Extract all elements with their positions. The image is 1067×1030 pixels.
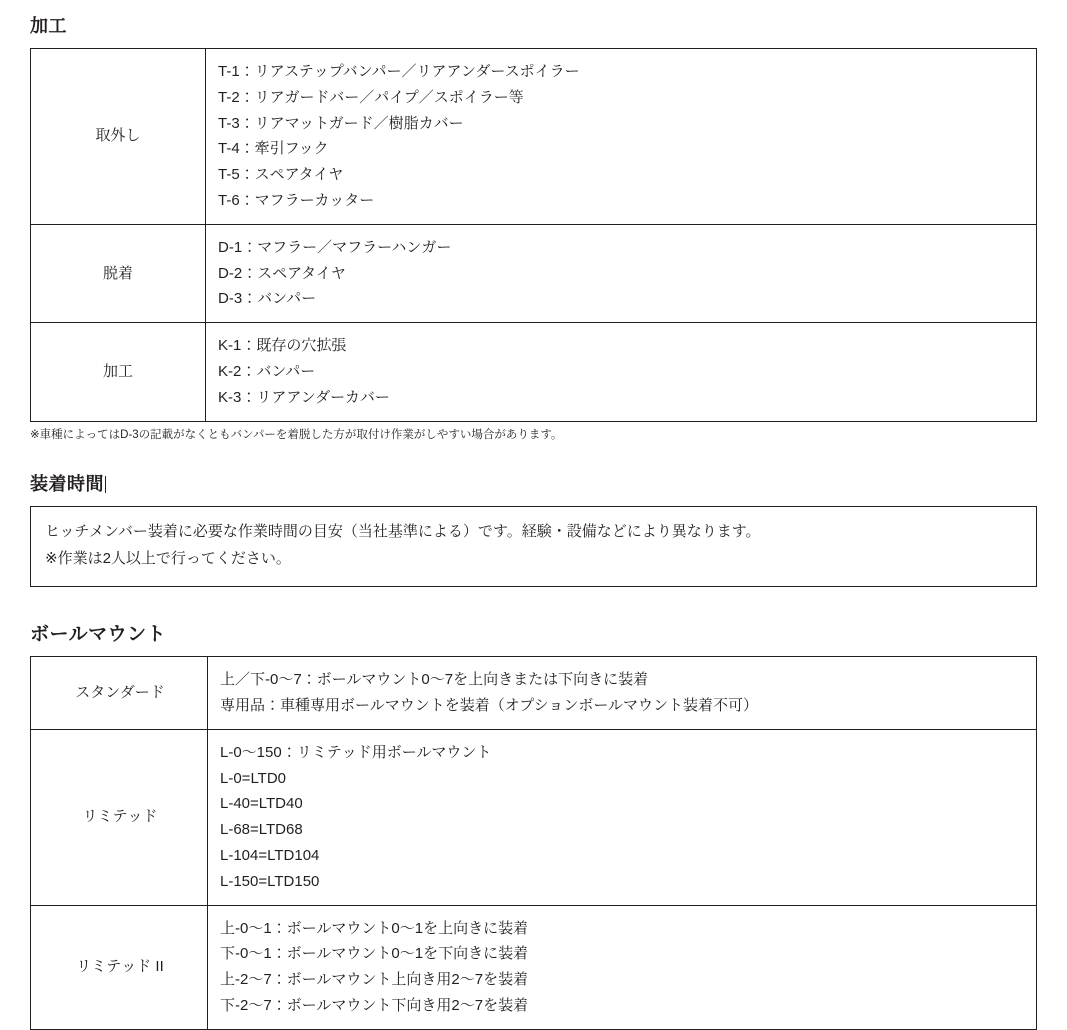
list-item: T-2：リアガードバー／パイプ／スポイラー等	[218, 88, 524, 106]
text-caret	[105, 476, 106, 493]
table-row	[31, 49, 1037, 225]
row-content-removal	[206, 49, 1037, 225]
row-content-limited-two	[208, 905, 1037, 1029]
row-label-detach: 脱着	[31, 224, 206, 322]
row-label-limited-two: リミテッド II	[31, 905, 208, 1029]
list-item: D-1：マフラー／マフラーハンガー	[218, 238, 452, 256]
row-content-standard	[208, 657, 1037, 730]
list-item: D-3：バンパー	[218, 290, 317, 308]
row-content-detach	[206, 224, 1037, 322]
install-time-line: ※作業は2人以上で行ってください。	[45, 549, 291, 567]
row-label-machining: 加工	[31, 323, 206, 421]
table-row	[31, 729, 1037, 905]
list-item: K-2：バンパー	[218, 362, 316, 380]
list-item: K-3：リアアンダーカバー	[218, 388, 390, 406]
list-item: T-5：スペアタイヤ	[218, 166, 344, 184]
list-item: T-6：マフラーカッター	[218, 191, 375, 209]
list-item: L-40=LTD40	[220, 795, 303, 813]
row-label-limited: リミテッド	[31, 729, 208, 905]
list-item: 下-2〜7：ボールマウント下向き用2〜7を装着	[220, 996, 529, 1014]
list-item: L-150=LTD150	[220, 872, 320, 890]
processing-footnote: ※車種によってはD-3の記載がなくともバンパーを着脱した方が取付け作業がしやすい場合があります。	[30, 428, 563, 441]
table-row	[31, 905, 1037, 1029]
section-ball-mount	[30, 619, 1037, 1030]
row-content-limited	[208, 729, 1037, 905]
list-item: L-68=LTD68	[220, 821, 303, 839]
list-item: L-104=LTD104	[220, 846, 320, 864]
install-time-line: ヒッチメンバー装着に必要な作業時間の目安（当社基準による）です。経験・設備などにより異なります。	[45, 522, 761, 540]
list-item: K-1：既存の穴拡張	[218, 337, 347, 355]
list-item: L-0=LTD0	[220, 769, 287, 787]
list-item: T-3：リアマットガード／樹脂カバー	[218, 114, 464, 132]
list-item: 専用品：車種専用ボールマウントを装着（オプションボールマウント装着不可）	[220, 696, 759, 714]
row-label-standard: スタンダード	[31, 657, 208, 730]
page-title-processing: 加工	[30, 16, 67, 36]
list-item: D-2：スペアタイヤ	[218, 264, 346, 282]
row-content-machining	[206, 323, 1037, 421]
section-install-time	[30, 470, 1037, 587]
ball-mount-table	[30, 656, 1037, 1030]
page-title-ball-mount: ボールマウント	[30, 624, 167, 646]
table-row	[31, 323, 1037, 421]
table-row	[31, 224, 1037, 322]
list-item: 上-0〜1：ボールマウント0〜1を上向きに装着	[220, 919, 529, 937]
list-item: L-0〜150：リミテッド用ボールマウント	[220, 743, 492, 761]
list-item: 上／下-0〜7：ボールマウント0〜7を上向きまたは下向きに装着	[220, 671, 649, 689]
section-processing	[30, 12, 1037, 444]
list-item: T-4：牽引フック	[218, 140, 329, 158]
install-time-box	[30, 506, 1037, 587]
page-title-install-time	[30, 470, 1037, 496]
install-time-title-text: 装着時間	[30, 473, 104, 494]
list-item: 下-0〜1：ボールマウント0〜1を下向きに装着	[220, 945, 529, 963]
processing-table	[30, 48, 1037, 422]
list-item: T-1：リアステップバンパー／リアアンダースポイラー	[218, 63, 580, 80]
table-row	[31, 657, 1037, 730]
row-label-removal: 取外し	[31, 49, 206, 225]
list-item: 上-2〜7：ボールマウント上向き用2〜7を装着	[220, 971, 529, 989]
